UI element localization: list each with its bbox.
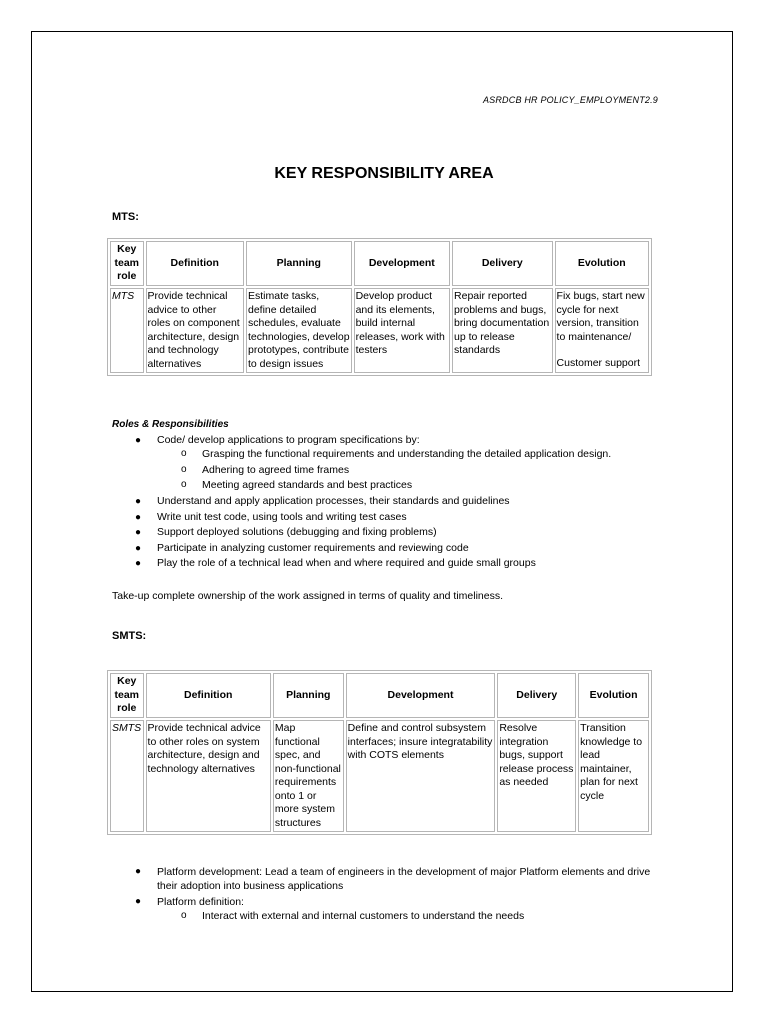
column-header-delivery: Delivery: [497, 673, 576, 718]
cell-delivery: Resolve integration bugs, support release process as needed: [497, 720, 576, 832]
circle-bullet-icon: o: [181, 463, 187, 475]
cell-delivery: Repair reported problems and bugs, bring documentation up to release standards: [452, 288, 553, 373]
list-item-text: Platform definition:: [157, 896, 244, 908]
list-item: [135, 895, 657, 909]
bullet-icon: ●: [135, 542, 142, 554]
list-item-text: Adhering to agreed time frames: [202, 463, 350, 476]
list-item: [135, 556, 536, 572]
cell-planning: Map functional spec, and non-functional requirements onto 1 or more system structures: [273, 720, 344, 832]
list-item: [181, 909, 525, 925]
roles-sublist: [181, 447, 612, 494]
smts-section-label: SMTS:: [112, 630, 147, 642]
cell-evolution: [555, 288, 649, 373]
circle-bullet-icon: o: [181, 479, 187, 490]
list-item-text: Write unit test code, using tools and writing test cases: [157, 510, 407, 523]
list-item: [181, 478, 611, 494]
cell-development: Define and control subsystem interfaces; insure integratability with COTS elements: [346, 720, 496, 832]
cell-role: MTS: [110, 288, 144, 373]
column-header-planning: Planning: [246, 241, 352, 286]
list-item: [135, 865, 657, 893]
cell-role: SMTS: [110, 720, 144, 832]
list-item-text: Interact with external and internal customers to understand the needs: [202, 910, 525, 922]
platform-list: [135, 865, 657, 909]
column-header-role: Key team role: [110, 241, 144, 286]
column-header-evolution: Evolution: [578, 673, 649, 718]
column-header-planning: Planning: [273, 673, 344, 718]
circle-bullet-icon: o: [181, 448, 187, 459]
column-header-definition: Definition: [146, 673, 271, 718]
list-item-text: Understand and apply application processes, their standards and guidelines: [157, 495, 510, 507]
platform-sublist: [181, 909, 525, 925]
ownership-paragraph: Take-up complete ownership of the work assigned in terms of quality and timeliness.: [112, 590, 504, 602]
cell-definition: Provide technical advice to other roles on system architecture, design and technology alternatives: [146, 720, 271, 832]
bullet-icon: ●: [135, 511, 142, 523]
column-header-role: Key team role: [110, 673, 144, 718]
smts-table: [107, 670, 652, 835]
table-header-row: [110, 241, 649, 286]
list-item-text: Support deployed solutions (debugging and fixing problems): [157, 526, 437, 538]
cell-evolution-line-1: Fix bugs, start new cycle for next version, transition to maintenance/: [556, 290, 645, 343]
roles-heading: Roles & Responsibilities: [112, 419, 229, 430]
bullet-icon: ●: [135, 866, 142, 877]
column-header-development: Development: [354, 241, 450, 286]
page-title: KEY RESPONSIBILITY AREA: [274, 165, 494, 182]
column-header-evolution: Evolution: [555, 241, 649, 286]
list-item-text: Grasping the functional requirements and understanding the detailed application design.: [202, 448, 612, 460]
list-item: [181, 463, 611, 479]
cell-definition: Provide technical advice to other roles on component architecture, design and technology alternatives: [146, 288, 244, 373]
table-header-row: [110, 673, 649, 718]
list-item: [135, 494, 536, 510]
list-item-text: Meeting agreed standards and best practices: [202, 479, 413, 491]
table-row: [110, 288, 649, 373]
column-header-development: Development: [346, 673, 496, 718]
cell-planning: Estimate tasks, define detailed schedules, evaluate technologies, develop prototypes, contribute to design issues: [246, 288, 352, 373]
list-item-text: Participate in analyzing customer requirements and reviewing code: [157, 541, 469, 554]
cell-evolution-line-2: Customer support: [556, 357, 640, 369]
list-item-text: Platform development: Lead a team of engineers in the development of major Platform elements and drive their adoption into business applications: [157, 866, 651, 892]
column-header-delivery: Delivery: [452, 241, 553, 286]
list-item-text: Play the role of a technical lead when and where required and guide small groups: [157, 557, 536, 569]
circle-bullet-icon: o: [181, 910, 187, 921]
list-item: [135, 510, 536, 526]
list-item: [135, 525, 536, 541]
bullet-icon: ●: [135, 527, 142, 538]
document-code: ASRDCB HR POLICY_EMPLOYMENT2.9: [482, 95, 658, 105]
roles-list-continued: [135, 494, 536, 572]
bullet-icon: ●: [135, 435, 142, 446]
mts-section-label: MTS:: [112, 211, 139, 223]
bullet-icon: ●: [135, 896, 142, 907]
bullet-icon: ●: [135, 558, 142, 569]
list-item: [135, 541, 536, 557]
cell-evolution: Transition knowledge to lead maintainer, plan for next cycle: [578, 720, 649, 832]
bullet-icon: ●: [135, 496, 142, 507]
column-header-definition: Definition: [146, 241, 244, 286]
mts-table: [107, 238, 652, 376]
list-item: [181, 447, 612, 463]
cell-development: Develop product and its elements, build internal releases, work with testers: [354, 288, 450, 373]
list-item-text: Code/ develop applications to program specifications by:: [157, 434, 420, 446]
table-row: [110, 720, 649, 832]
